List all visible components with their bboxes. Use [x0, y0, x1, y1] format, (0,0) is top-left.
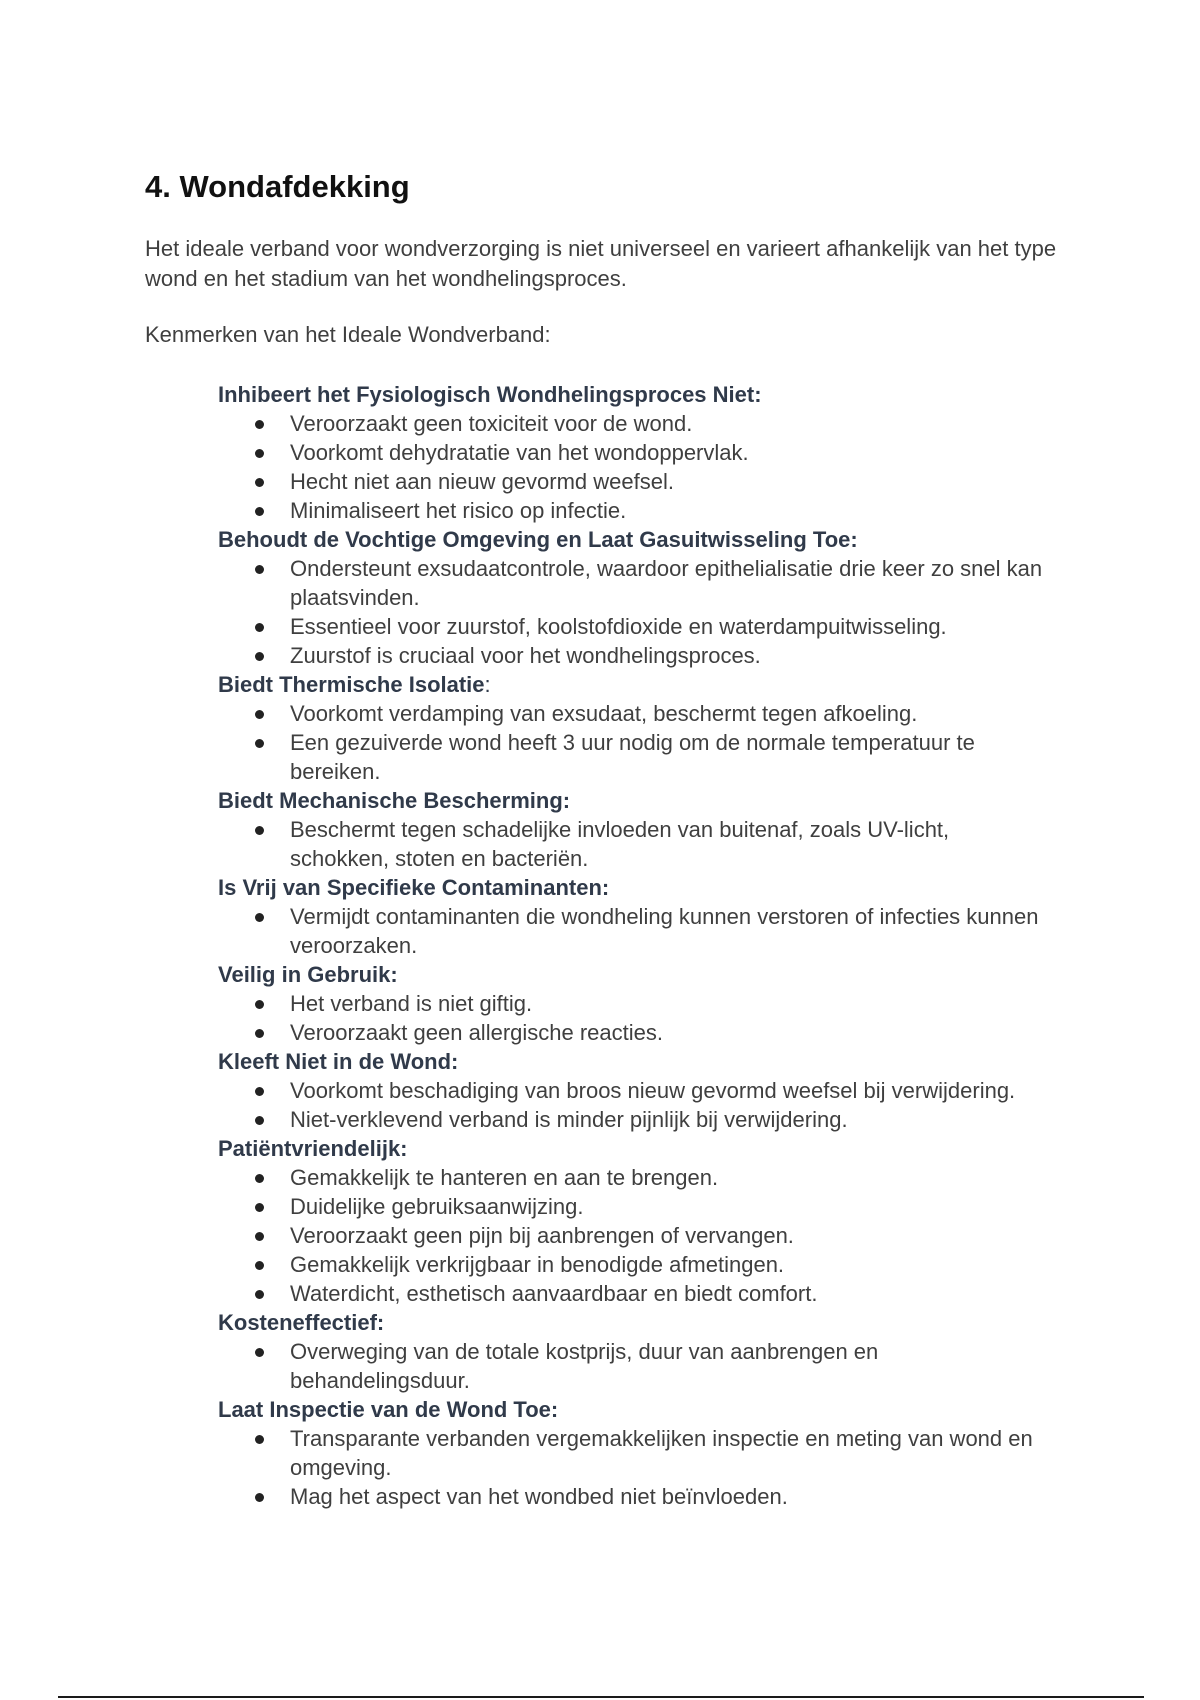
- bullet-icon: [255, 913, 264, 922]
- list-item: [290, 1250, 1048, 1279]
- list-item-text: Mag het aspect van het wondbed niet beïnvloeden.: [290, 1484, 788, 1509]
- list-item: [290, 1076, 1048, 1105]
- section-heading: [218, 670, 1048, 699]
- list-item: [290, 699, 1048, 728]
- bullet-icon: [255, 478, 264, 487]
- list-item-text: Zuurstof is cruciaal voor het wondhelingsproces.: [290, 643, 761, 668]
- bullet-list: [218, 409, 1048, 525]
- bullet-icon: [255, 1232, 264, 1241]
- list-item-text: Voorkomt dehydratatie van het wondoppervlak.: [290, 440, 749, 465]
- section-heading: [218, 873, 1048, 902]
- bullet-icon: [255, 710, 264, 719]
- list-item-text: Essentieel voor zuurstof, koolstofdioxide en waterdampuitwisseling.: [290, 614, 947, 639]
- bullet-icon: [255, 1261, 264, 1270]
- section-heading: [218, 380, 1048, 409]
- characteristics-list: [218, 380, 1048, 1511]
- section-heading: [218, 1395, 1048, 1424]
- section-heading-text: Kosteneffectief:: [218, 1310, 385, 1335]
- list-item-text: Veroorzaakt geen pijn bij aanbrengen of vervangen.: [290, 1223, 794, 1248]
- bullet-list: [218, 902, 1048, 960]
- list-item: [290, 728, 1048, 786]
- list-item: [290, 1424, 1048, 1482]
- section-heading-text: Patiëntvriendelijk:: [218, 1136, 408, 1161]
- bullet-list: [218, 1076, 1048, 1134]
- lead-text: Kenmerken van het Ideale Wondverband:: [145, 322, 551, 347]
- bullet-icon: [255, 623, 264, 632]
- list-item: [290, 815, 1048, 873]
- bullet-icon: [255, 652, 264, 661]
- list-item-text: Waterdicht, esthetisch aanvaardbaar en biedt comfort.: [290, 1281, 818, 1306]
- bullet-list: [218, 699, 1048, 786]
- bullet-icon: [255, 739, 264, 748]
- section-heading-text: Biedt Mechanische Bescherming:: [218, 788, 571, 813]
- list-item: [290, 1482, 1048, 1511]
- list-item: [290, 554, 1048, 612]
- page-title: 4. Wondafdekking: [145, 169, 410, 204]
- list-item: [290, 438, 1048, 467]
- bullet-icon: [255, 1174, 264, 1183]
- list-item-text: Vermijdt contaminanten die wondheling kunnen verstoren of infecties kunnen veroorzaken.: [290, 904, 1039, 958]
- section-heading-text: Laat Inspectie van de Wond Toe:: [218, 1397, 559, 1422]
- list-item: [290, 1221, 1048, 1250]
- list-item: [290, 902, 1048, 960]
- bullet-icon: [255, 449, 264, 458]
- list-item-text: Voorkomt verdamping van exsudaat, beschermt tegen afkoeling.: [290, 701, 918, 726]
- list-item: [290, 1279, 1048, 1308]
- bullet-icon: [255, 1290, 264, 1299]
- list-item-text: Transparante verbanden vergemakkelijken inspectie en meting van wond en omgeving.: [290, 1426, 1033, 1480]
- bullet-icon: [255, 507, 264, 516]
- bullet-list: [218, 554, 1048, 670]
- list-item-text: Veroorzaakt geen toxiciteit voor de wond.: [290, 411, 693, 436]
- bullet-icon: [255, 1348, 264, 1357]
- list-item: [290, 496, 1048, 525]
- section-heading-text: Is Vrij van Specifieke Contaminanten:: [218, 875, 610, 900]
- list-item: [290, 1337, 1048, 1395]
- document-page: [145, 168, 1075, 1511]
- list-item: [290, 1105, 1048, 1134]
- bullet-icon: [255, 1435, 264, 1444]
- bullet-list: [218, 1337, 1048, 1395]
- list-item-text: Gemakkelijk verkrijgbaar in benodigde afmetingen.: [290, 1252, 785, 1277]
- bullet-icon: [255, 826, 264, 835]
- list-item-text: Minimaliseert het risico op infectie.: [290, 498, 627, 523]
- section-heading-text: Biedt Thermische Isolatie: [218, 672, 485, 697]
- list-item: [290, 1018, 1048, 1047]
- list-item-text: Duidelijke gebruiksaanwijzing.: [290, 1194, 584, 1219]
- list-item: [290, 1192, 1048, 1221]
- section-heading: [218, 1308, 1048, 1337]
- section-heading: [218, 1134, 1048, 1163]
- list-item-text: Het verband is niet giftig.: [290, 991, 533, 1016]
- bullet-icon: [255, 1116, 264, 1125]
- bullet-list: [218, 1424, 1048, 1511]
- list-item: [290, 467, 1048, 496]
- section-heading-text: Veilig in Gebruik:: [218, 962, 398, 987]
- list-item: [290, 989, 1048, 1018]
- section-heading-suffix: :: [484, 672, 491, 697]
- list-item-text: Overweging van de totale kostprijs, duur van aanbrengen en behandelingsduur.: [290, 1339, 879, 1393]
- section-heading: [218, 525, 1048, 554]
- intro-paragraph: Het ideale verband voor wondverzorging is niet universeel en varieert afhankelijk van het type wond en het stadium van het wondhelingsproces.: [145, 236, 1057, 291]
- bullet-icon: [255, 565, 264, 574]
- bullet-icon: [255, 1029, 264, 1038]
- bullet-icon: [255, 1000, 264, 1009]
- section-heading-text: Behoudt de Vochtige Omgeving en Laat Gasuitwisseling Toe:: [218, 527, 858, 552]
- list-item-text: Niet-verklevend verband is minder pijnlijk bij verwijdering.: [290, 1107, 848, 1132]
- bullet-list: [218, 1163, 1048, 1308]
- section-heading-text: Inhibeert het Fysiologisch Wondhelingsproces Niet:: [218, 382, 762, 407]
- list-item: [290, 641, 1048, 670]
- list-item-text: Veroorzaakt geen allergische reacties.: [290, 1020, 663, 1045]
- section-heading-text: Kleeft Niet in de Wond:: [218, 1049, 459, 1074]
- bullet-icon: [255, 1203, 264, 1212]
- section-heading: [218, 1047, 1048, 1076]
- list-item: [290, 409, 1048, 438]
- section-heading: [218, 786, 1048, 815]
- list-item-text: Voorkomt beschadiging van broos nieuw gevormd weefsel bij verwijdering.: [290, 1078, 1016, 1103]
- bullet-list: [218, 989, 1048, 1047]
- footer-divider: [58, 1696, 1144, 1698]
- bullet-icon: [255, 420, 264, 429]
- list-item-text: Ondersteunt exsudaatcontrole, waardoor epithelialisatie drie keer zo snel kan plaatsvinden.: [290, 556, 1043, 610]
- section-heading: [218, 960, 1048, 989]
- list-item-text: Een gezuiverde wond heeft 3 uur nodig om de normale temperatuur te bereiken.: [290, 730, 975, 784]
- bullet-icon: [255, 1087, 264, 1096]
- list-item-text: Hecht niet aan nieuw gevormd weefsel.: [290, 469, 674, 494]
- list-item-text: Beschermt tegen schadelijke invloeden van buitenaf, zoals UV-licht, schokken, stoten en bacteriën.: [290, 817, 950, 871]
- list-item: [290, 1163, 1048, 1192]
- list-item: [290, 612, 1048, 641]
- list-item-text: Gemakkelijk te hanteren en aan te brengen.: [290, 1165, 719, 1190]
- bullet-icon: [255, 1493, 264, 1502]
- bullet-list: [218, 815, 1048, 873]
